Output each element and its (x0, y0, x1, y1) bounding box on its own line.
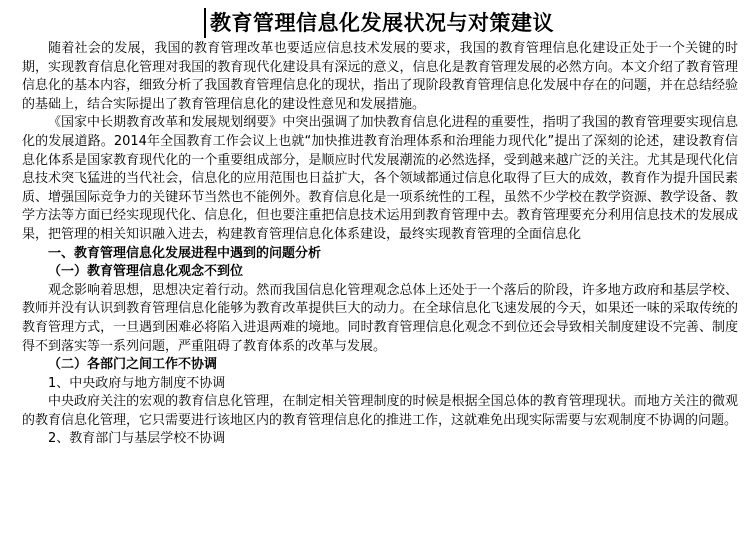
section-heading: 一、教育管理信息化发展进程中遇到的问题分析 (48, 245, 322, 261)
document-body (22, 40, 738, 449)
text-cursor (204, 8, 206, 38)
document-title: 教育管理信息化发展状况与对策建议 (210, 10, 554, 35)
subsection-heading-2: （二）各部门之间工作不协调 (48, 357, 218, 373)
item-heading-1: 1、中央政府与地方制度不协调 (48, 375, 226, 391)
central-paragraph: 中央政府关注的宏观的教育信息化管理，在制定相关管理制度的时候是根据全国总体的教育管理现状。而地方关注的微观的教育信息化管理，它只需要进行该地区内的教育管理信息化的推进工作，这就难免出现实际需要与宏观制度不协调的问题。 (22, 394, 738, 428)
outline-paragraph: 《国家中长期教育改革和发展规划纲要》中突出强调了加快教育信息化进程的重要性，指明了我国的教育管理要实现信息化的发展道路。2014年全国教育工作会议上也就“加快推进教育治理体系和治理能力现代化”提出了深刻的论述，建设教育信息化体系是国家教育现代化的一个重要组成部分，是顺应时代发展潮流的必然选择，受到越来越广泛的关注。尤其是现代化信息技术突飞猛进的当代社会，信息化的应用范围也日益扩大，各个领域都通过信息化取得了巨大的成效，教育作为提升国民素质、增强国际竞争力的关键环节当然也不能例外。教育信息化是一项系统性的工程，虽然不少学校在教学资源、教学设备、教学方法等方面已经实现现代化、信息化，但也要注重把信息技术运用到教育管理中去。教育管理要充分利用信息技术的发展成果，把管理的相关知识融入进去，构建教育管理信息化体系建设，最终实现教育管理的全面信息化 (22, 115, 738, 242)
item-heading-2: 2、教育部门与基层学校不协调 (48, 431, 226, 447)
intro-paragraph: 随着社会的发展，我国的教育管理改革也要适应信息技术发展的要求，我国的教育管理信息化建设正处于一个关键的时期，实现教育信息化管理对我国的教育现代化建设具有深远的意义，信息化是教育管理发展的必然方向。本文介绍了教育管理信息化的基本内容，细致分析了我国教育管理信息化的现状，指出了现阶段教育管理信息化发展中存在的问题，并在总结经验的基础上，结合实际提出了教育管理信息化的建设性意见和发展措施。 (22, 41, 738, 112)
concept-paragraph: 观念影响着思想，思想决定着行动。然而我国信息化管理观念总体上还处于一个落后的阶段，许多地方政府和基层学校、教师并没有认识到教育管理信息化能够为教育改革提供巨大的动力。在全球信息化飞速发展的今天，如果还一味的采取传统的教育管理方式，一旦遇到困难必将陷入进退两难的境地。同时教育管理信息化观念不到位还会导致相关制度建设不完善、制度得不到落实等一系列问题，严重阻碍了教育体系的改革与发展。 (22, 282, 738, 354)
title-row (0, 4, 747, 38)
subsection-heading-1: （一）教育管理信息化观念不到位 (48, 264, 244, 280)
page-cutoff (0, 532, 747, 540)
